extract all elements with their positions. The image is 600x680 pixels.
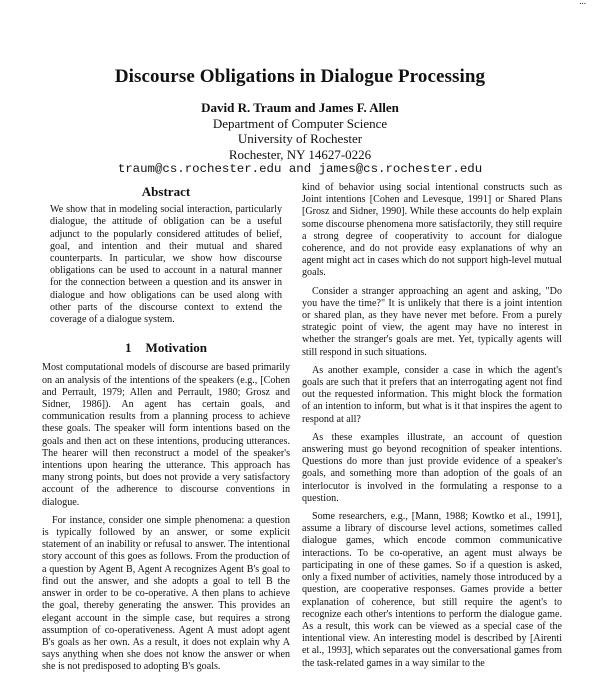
page-corner-mark: ... — [579, 0, 586, 6]
author-department: Department of Computer Science — [212, 115, 388, 131]
paragraph: For instance, consider one simple phenomena: a question is typically followed by an answer, or some explicit statement of an inability or refusal to answer. The intentional story account of this goes as follows. From the production of a question by Agent B, Agent A recognizes Agent B's goal to find out the answer, and she adopts a goal to tell B the answer in order to be co-operative. A then plans to achieve the goal, thereby generating the answer. This provides an elegant account in the simple case, but requires a strong assumption of co-operativeness. Agent A must adopt agent B's goals as her own. As a result, it does not explain why A says anything when she does not know the answer or when she is not predisposed to adopting B's goals. — [42, 514, 290, 673]
paragraph: Some researchers, e.g., [Mann, 1988; Kowtko et al., 1991], assume a library of discourse level actions, sometimes called dialogue games, which encode common communicative interactions. To be co-operative, an agent must always be participating in one of these games. So if a question is asked, only a fixed number of activities, namely those introduced by a question, are cooperative responses. Games provide a better explanation of coherence, but still require the agent's to recognize each other's intentions to perform the dialogue game. As a result, this work can be viewed as a special case of the intentional view. An interesting model is described by [Airenti et al., 1993], which separates out the conversational games from the task-related games in a way similar to the — [302, 511, 562, 669]
paragraph: As these examples illustrate, an account of question answering must go beyond recognition of speaker intentions. Questions do more than just provide evidence of a speaker's goals, and something more than adoption of the goals of an interlocutor is involved in the formulating a response to a question. — [302, 431, 562, 504]
abstract-heading: Abstract — [141, 184, 191, 199]
paragraph: As another example, consider a case in which the agent's goals are such that it prefers that an interrogating agent not find out the requested information. This might block the formation of an intention to inform, but what is it that inspires the agent to respond at all? — [302, 364, 562, 425]
paragraph: Most computational models of discourse are based primarily on an analysis of the intentions of the speakers (e.g., [Cohen and Perrault, 1979; Allen and Perrault, 1980; Grosz and Sidner, 1986]). An agent has certain goals, and communication results from a planning process to achieve these goals. The speaker will form intentions based on the goals and then act on these intentions, producing utterances. The hearer will then reconstruct a model of the speaker's intentions upon hearing the utterance. This approach has many strong points, but does not provide a very satisfactory account of the adherence to discourse conventions in dialogue. — [42, 362, 290, 508]
author-emails: traum@cs.rochester.edu and james@cs.rochester.edu — [117, 162, 483, 176]
left-column — [42, 186, 290, 680]
author-university: University of Rochester — [237, 131, 363, 146]
author-address: Rochester, NY 14627-0226 — [228, 146, 372, 162]
author-names: David R. Traum and James F. Allen — [201, 100, 399, 115]
abstract-body: We show that in modeling social interaction, particularly dialogue, the attitude of obligation can be a useful adjunct to the popularly considered attitudes of belief, goal, and intention and their mutual and shared counterparts. In particular, we show how discourse obligations can be used to account in a natural manner for the connection between a question and its answer in dialogue and how obligations can be used along with other parts of the discourse context to extend the coverage of a dialogue system. — [50, 204, 282, 326]
section-title: Motivation — [145, 340, 207, 356]
paragraph: kind of behavior using social intentional constructs such as Joint intentions [Cohen and Levesque, 1991] or Shared Plans [Grosz and Sidner, 1990]. While these accounts do help explain some discourse phenomena more satisfactorily, they still require a strong degree of cooperativity to account for dialogue coherence, and do not provide easy explanations of why an agent might act in cases which do not support high-level mutual goals. — [302, 182, 562, 279]
author-block — [0, 100, 600, 178]
section-heading — [42, 342, 290, 354]
paragraph: Consider a stranger approaching an agent and asking, "Do you have the time?" It is unlikely that there is a joint intention or shared plan, as they have never met before. From a purely strategic point of view, the agent may have no interest in whether the stranger's goals are met. Yet, typically agents will still respond in such situations. — [302, 285, 562, 358]
right-column — [302, 182, 562, 676]
section-number: 1 — [125, 340, 132, 356]
paper-title: Discourse Obligations in Dialogue Processing — [114, 66, 486, 87]
